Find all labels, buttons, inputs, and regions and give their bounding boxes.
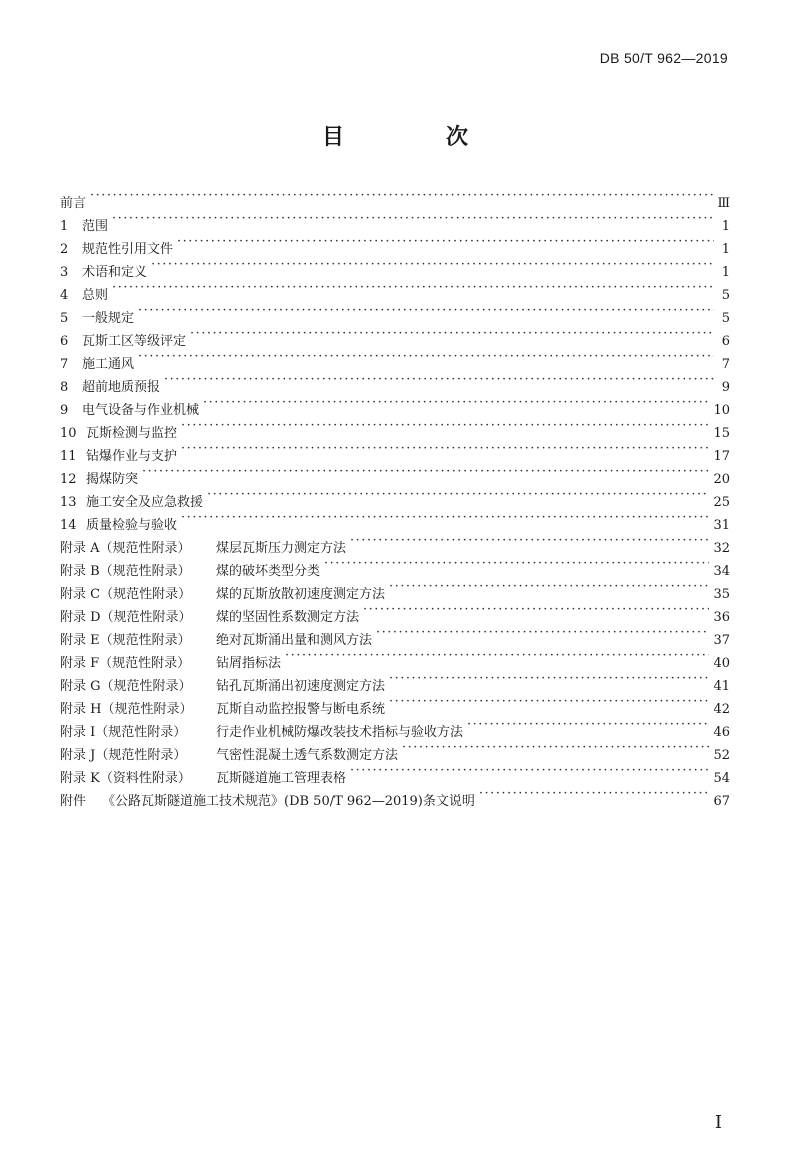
dot-leader xyxy=(181,414,709,437)
toc-entry-number: 附录 A（规范性附录） xyxy=(60,541,191,556)
toc-entry[interactable] xyxy=(60,345,730,372)
toc-entry[interactable] xyxy=(60,322,730,349)
toc-entry-number: 附录 G（规范性附录） xyxy=(60,679,192,694)
toc-entry-page: 7 xyxy=(721,357,730,372)
toc-entry-title: 瓦斯检测与监控 xyxy=(86,426,178,441)
dot-leader xyxy=(164,368,714,391)
dot-leader xyxy=(363,598,709,621)
toc-entry[interactable] xyxy=(60,184,730,211)
toc-entry-page: 5 xyxy=(721,311,730,326)
dot-leader xyxy=(467,713,709,736)
dot-leader xyxy=(90,184,713,207)
document-code: DB 50/T 962—2019 xyxy=(599,50,728,66)
toc-entry-page: 1 xyxy=(721,219,730,234)
toc-entry-number: 10 xyxy=(60,426,77,441)
dot-leader xyxy=(138,299,714,322)
dot-leader xyxy=(177,230,714,253)
toc-entry-page: 67 xyxy=(713,794,730,809)
toc-entry-number: 附录 B（规范性附录） xyxy=(60,564,191,579)
toc-entry[interactable] xyxy=(60,276,730,303)
toc-entry[interactable] xyxy=(60,460,730,487)
toc-entry-title: 施工安全及应急救援 xyxy=(86,495,204,510)
toc-entry-page: Ⅲ xyxy=(717,196,730,211)
toc-entry-page: 25 xyxy=(713,495,730,510)
toc-entry-page: 20 xyxy=(713,472,730,487)
toc-entry[interactable] xyxy=(60,253,730,280)
toc-entry-number: 附录 J（规范性附录） xyxy=(60,748,187,763)
toc-entry-title: 气密性混凝土透气系数测定方法 xyxy=(216,748,399,763)
toc-entry-page: 32 xyxy=(713,541,730,556)
toc-entry-number: 3 xyxy=(60,265,69,280)
toc-entry-number: 9 xyxy=(60,403,69,418)
toc-entry-number: 8 xyxy=(60,380,69,395)
dot-leader xyxy=(350,529,709,552)
toc-entry-title: 钻屑指标法 xyxy=(216,656,282,671)
toc-entry-title: 瓦斯自动监控报警与断电系统 xyxy=(216,702,386,717)
dot-leader xyxy=(389,690,709,713)
toc-entry-page: 35 xyxy=(713,587,730,602)
toc-entry-title: 规范性引用文件 xyxy=(82,242,174,257)
toc-entry-title: 钻爆作业与支护 xyxy=(86,449,178,464)
toc-entry-page: 17 xyxy=(713,449,730,464)
dot-leader xyxy=(142,460,709,483)
dot-leader xyxy=(138,345,714,368)
toc-entry-number: 5 xyxy=(60,311,69,326)
toc-entry-number: 附件 xyxy=(60,794,87,809)
toc-entry-page: 15 xyxy=(713,426,730,441)
dot-leader xyxy=(112,207,714,230)
toc-entry-title: 瓦斯工区等级评定 xyxy=(82,334,187,349)
toc-entry-title: 施工通风 xyxy=(82,357,135,372)
toc-entry-number: 附录 I（规范性附录） xyxy=(60,725,187,740)
dot-leader xyxy=(151,253,714,276)
toc-entry-number: 12 xyxy=(60,472,77,487)
toc-entry-title: 行走作业机械防爆改装技术指标与验收方法 xyxy=(216,725,464,740)
toc-entry[interactable] xyxy=(60,368,730,395)
toc-entry-number: 附录 H（规范性附录） xyxy=(60,702,193,717)
toc-entry-page: 46 xyxy=(713,725,730,740)
toc-entry-title: 超前地质预报 xyxy=(82,380,161,395)
toc-entry-title: 钻孔瓦斯涌出初速度测定方法 xyxy=(216,679,386,694)
dot-leader xyxy=(389,667,709,690)
dot-leader xyxy=(207,483,709,506)
toc-entry-page: 34 xyxy=(713,564,730,579)
toc-entry-title: 煤的瓦斯放散初速度测定方法 xyxy=(216,587,386,602)
toc-entry-page: 5 xyxy=(721,288,730,303)
dot-leader xyxy=(112,276,714,299)
dot-leader xyxy=(324,552,709,575)
toc-entry-title: 范围 xyxy=(82,219,109,234)
dot-leader xyxy=(376,621,709,644)
toc-entry-number: 1 xyxy=(60,219,69,234)
toc-entry-page: 1 xyxy=(721,265,730,280)
toc-entry-number: 6 xyxy=(60,334,69,349)
toc-entry[interactable] xyxy=(60,207,730,234)
toc-entry-title: 总则 xyxy=(82,288,109,303)
toc-entry-title: 绝对瓦斯涌出量和测风方法 xyxy=(216,633,373,648)
page-number: I xyxy=(714,1112,722,1133)
toc-entry[interactable] xyxy=(60,483,730,510)
toc-entry[interactable] xyxy=(60,299,730,326)
toc-entry-number: 7 xyxy=(60,357,69,372)
toc-entry-title: 一般规定 xyxy=(82,311,135,326)
toc-entry-page: 10 xyxy=(713,403,730,418)
toc-entry-page: 9 xyxy=(721,380,730,395)
toc-entry-number: 附录 E（规范性附录） xyxy=(60,633,191,648)
toc-entry-number: 13 xyxy=(60,495,77,510)
toc-entry-title: 电气设备与作业机械 xyxy=(82,403,200,418)
toc-entry-title: 煤的坚固性系数测定方法 xyxy=(216,610,360,625)
dot-leader xyxy=(350,759,709,782)
toc-entry-title: 前言 xyxy=(60,196,87,211)
toc-entry[interactable] xyxy=(60,230,730,257)
table-of-contents xyxy=(60,184,730,809)
toc-entry-title: 揭煤防突 xyxy=(86,472,139,487)
toc-entry-title: 《公路瓦斯隧道施工技术规范》(DB 50/T 962—2019)条文说明 xyxy=(102,794,475,809)
toc-entry-page: 6 xyxy=(721,334,730,349)
toc-entry-number: 附录 C（规范性附录） xyxy=(60,587,192,602)
dot-leader xyxy=(190,322,714,345)
toc-entry-number: 14 xyxy=(60,518,77,533)
dot-leader xyxy=(203,391,709,414)
toc-entry-page: 31 xyxy=(713,518,730,533)
dot-leader xyxy=(181,437,709,460)
toc-entry-number: 4 xyxy=(60,288,69,303)
toc-entry-page: 37 xyxy=(713,633,730,648)
toc-entry-page: 36 xyxy=(713,610,730,625)
dot-leader xyxy=(285,644,709,667)
toc-entry-number: 附录 K（资料性附录） xyxy=(60,771,191,786)
dot-leader xyxy=(389,575,709,598)
toc-entry-page: 52 xyxy=(713,748,730,763)
toc-entry-title: 术语和定义 xyxy=(82,265,148,280)
toc-entry-title: 质量检验与验收 xyxy=(86,518,178,533)
dot-leader xyxy=(402,736,709,759)
toc-entry-title: 瓦斯隧道施工管理表格 xyxy=(216,771,347,786)
toc-entry-number: 11 xyxy=(60,449,77,464)
toc-entry-page: 40 xyxy=(713,656,730,671)
toc-entry-title: 煤的破坏类型分类 xyxy=(216,564,321,579)
toc-entry-page: 42 xyxy=(713,702,730,717)
page-title: 目 次 xyxy=(321,125,508,150)
toc-entry-number: 2 xyxy=(60,242,69,257)
dot-leader xyxy=(181,506,709,529)
toc-entry-page: 1 xyxy=(721,242,730,257)
toc-entry-page: 54 xyxy=(713,771,730,786)
toc-entry-page: 41 xyxy=(713,679,730,694)
dot-leader xyxy=(479,782,710,805)
toc-entry-number: 附录 F（规范性附录） xyxy=(60,656,191,671)
toc-entry-number: 附录 D（规范性附录） xyxy=(60,610,192,625)
toc-entry-title: 煤层瓦斯压力测定方法 xyxy=(216,541,347,556)
